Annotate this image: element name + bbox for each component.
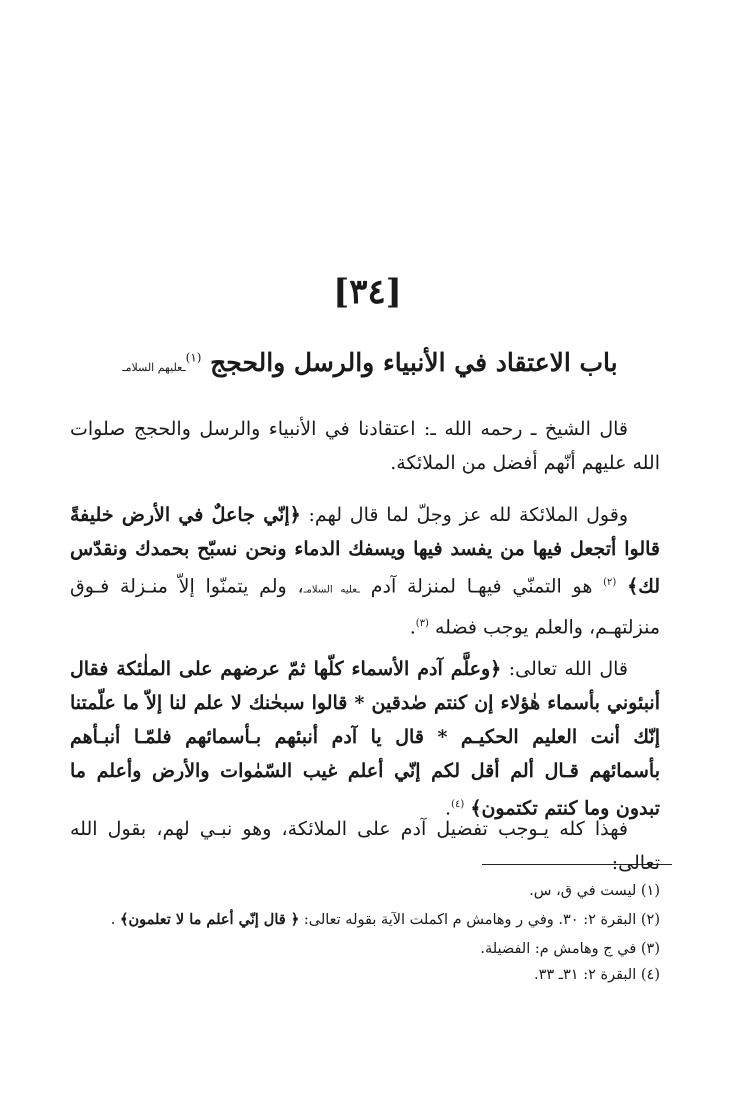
- paragraph-2-quran-quote: ﴿إنّي جاعلٌ في الأرض خليفةً قالوا أتجعل فيها من يفسد فيها ويسفك الدماء ونحن نسبّح بحمدك ونقدّس لك﴾: [70, 504, 660, 598]
- paragraph-3-quran-quote: ﴿وعلَّم آدم الأسماء كلّها ثمّ عرضهم على الملٰئكة فقال أنبئوني بأسماء هٰؤلاء إن كنتم صٰدقين * قالوا سبحٰنك لا علم لنا إلاّ ما علّمتنا إنّك أنت العليم الحكيـم * قال يا آدم أنبئهم بـأسمائهم فلمّـا أنبـأهم بأسمائهم قـال ألم أقل لكم إنّي أعلم غيب السّمٰوات والأرض وأعلم ما تبدون وما كنتم تكتمون﴾: [70, 658, 660, 820]
- footnote-3: (٣) في ج وهامش م: الفضيلة.: [480, 941, 660, 957]
- chapter-title-text: باب الاعتقاد في الأنبياء والرسل والحجج: [210, 348, 618, 377]
- paragraph-2-text-a: هو التمنّي فيهـا لمنزلة آدم: [359, 575, 604, 598]
- paragraph-2: [70, 498, 660, 645]
- paragraph-3-end: .: [445, 797, 452, 820]
- footnote-2-end: .: [110, 912, 120, 928]
- chapter-title: [120, 348, 620, 377]
- paragraph-2-end: .: [409, 616, 416, 639]
- footnote-2-quote: ﴿ قال إنّي أعلم ما لا تعلمون﴾: [119, 911, 300, 928]
- paragraph-1: قال الشيخ ـ رحمه الله ـ: اعتقادنا في الأنبياء والرسل والحجج صلوات الله عليهم أنّهم أفضل من الملائكة.: [70, 418, 660, 474]
- paragraph-4: فهذا كله يـوجب تفضيل آدم على الملائكة، وهو نبـي لهم، بقول الله تعالى:: [70, 818, 660, 874]
- footnote-marker-3: (٣): [415, 618, 429, 630]
- paragraph-3-intro: قال الله تعالى:: [501, 658, 629, 680]
- chapter-title-footnote-marker: (١): [185, 350, 202, 365]
- chapter-title-honorific: ـعليهم السلامـ: [122, 361, 186, 374]
- footnote-1: (١) ليست في ق، س.: [529, 883, 660, 899]
- chapter-number: [٣٤]: [333, 272, 402, 312]
- footnote-2-text: (٢) البقرة ٢: ٣٠. وفي ر وهامش م اكملت الآية بقوله تعالى:: [299, 912, 660, 928]
- paragraph-2-intro: وقول الملائكة لله عز وجلّ لما قال لهم:: [300, 504, 628, 526]
- paragraph-2-text-b: ، ولم يتمنّوا إلاّ منـزلة فـوق منزلتهـم، والعلم يوجب فضله: [70, 575, 660, 639]
- footnote-marker-2: (٢): [603, 577, 617, 588]
- footnote-divider: [482, 864, 672, 865]
- paragraph-2-honorific: ـعليه السلامـ: [303, 584, 360, 596]
- footnote-4: (٤) البقرة ٢: ٣١ـ ٣٣.: [533, 967, 660, 983]
- footnote-2: [70, 909, 660, 931]
- footnote-marker-4: (٤): [451, 799, 465, 810]
- paragraph-3: [70, 652, 660, 825]
